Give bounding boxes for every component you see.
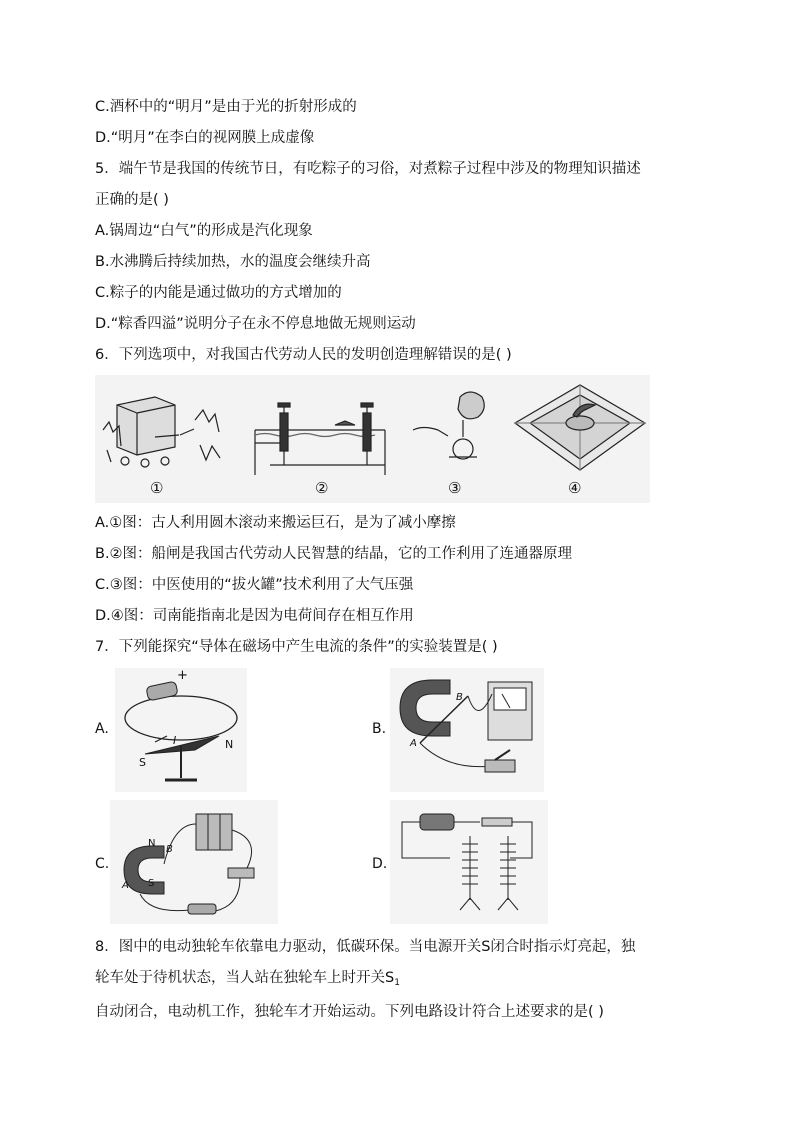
fig6-label-4: ④ xyxy=(568,479,582,497)
q7-figure-b-drawing xyxy=(390,668,544,792)
q7c-label-s: S xyxy=(148,878,155,889)
q7-figure-b xyxy=(390,668,544,792)
q7-figure-c-drawing xyxy=(110,800,278,924)
q7-figure-a xyxy=(115,668,247,792)
question-8-line2 xyxy=(95,968,400,993)
q5-option-a: A.锅周边“白气”的形成是汽化现象 xyxy=(95,223,313,239)
option-d-q4: D.“明月”在李白的视网膜上成虚像 xyxy=(95,130,315,146)
switch-subscript: 1 xyxy=(394,978,400,988)
q7-option-b-letter: B. xyxy=(372,721,387,737)
q5-option-b: B.水沸腾后持续加热，水的温度会继续升高 xyxy=(95,254,371,270)
q7-option-a-letter: A. xyxy=(95,721,109,737)
q7-figure-d xyxy=(390,800,548,924)
q5-option-c: C.粽子的内能是通过做功的方式增加的 xyxy=(95,285,342,301)
question-8-line1: 8．图中的电动独轮车依靠电力驱动，低碳环保。当电源开关S闭合时指示灯亮起，独 xyxy=(95,939,636,955)
q6-option-d: D.④图：司南能指南北是因为电荷间存在相互作用 xyxy=(95,608,414,624)
q7c-label-n: N xyxy=(148,838,156,849)
q7-option-c-letter: C. xyxy=(95,856,110,872)
fig6-label-1: ① xyxy=(150,479,164,497)
q5-option-d: D.“粽香四溢”说明分子在永不停息地做无规则运动 xyxy=(95,316,416,332)
question-8-line3: 自动闭合，电动机工作，独轮车才开始运动。下列电路设计符合上述要求的是( ) xyxy=(95,1004,604,1020)
question-8-line2-text: 轮车处于待机状态，当人站在独轮车上时开关S xyxy=(95,970,395,986)
q7-figure-d-drawing xyxy=(390,800,548,924)
question-5-line1: 5．端午节是我国的传统节日，有吃粽子的习俗，对煮粽子过程中涉及的物理知识描述 xyxy=(95,161,641,177)
q7c-label-b: B xyxy=(166,844,173,855)
q7-figure-a-drawing xyxy=(115,668,247,792)
q7-option-d-letter: D. xyxy=(372,856,388,872)
q7a-current: I xyxy=(173,734,177,747)
fig6-label-2: ② xyxy=(315,479,329,497)
question-5-line2: 正确的是( ) xyxy=(95,192,169,208)
q7b-label-a: A xyxy=(410,738,417,749)
q7a-plus: + xyxy=(177,668,188,683)
figure-q6-drawing xyxy=(95,375,650,503)
q7a-north: N xyxy=(225,738,234,751)
q7-figure-c xyxy=(110,800,278,924)
q6-option-b: B.②图：船闸是我国古代劳动人民智慧的结晶，它的工作利用了连通器原理 xyxy=(95,546,573,562)
fig6-label-3: ③ xyxy=(448,479,462,497)
q7a-south: S xyxy=(139,756,146,769)
figure-q6 xyxy=(95,375,650,503)
question-6: 6．下列选项中，对我国古代劳动人民的发明创造理解错误的是( ) xyxy=(95,347,512,363)
q6-option-a: A.①图：古人利用圆木滚动来搬运巨石，是为了减小摩擦 xyxy=(95,515,456,531)
q7b-label-b: B xyxy=(456,692,463,703)
q6-option-c: C.③图：中医使用的“拔火罐”技术利用了大气压强 xyxy=(95,577,414,593)
q7c-label-a: A xyxy=(122,880,129,891)
option-c-q4: C.酒杯中的“明月”是由于光的折射形成的 xyxy=(95,99,357,115)
question-7: 7．下列能探究“导体在磁场中产生电流的条件”的实验装置是( ) xyxy=(95,639,498,655)
